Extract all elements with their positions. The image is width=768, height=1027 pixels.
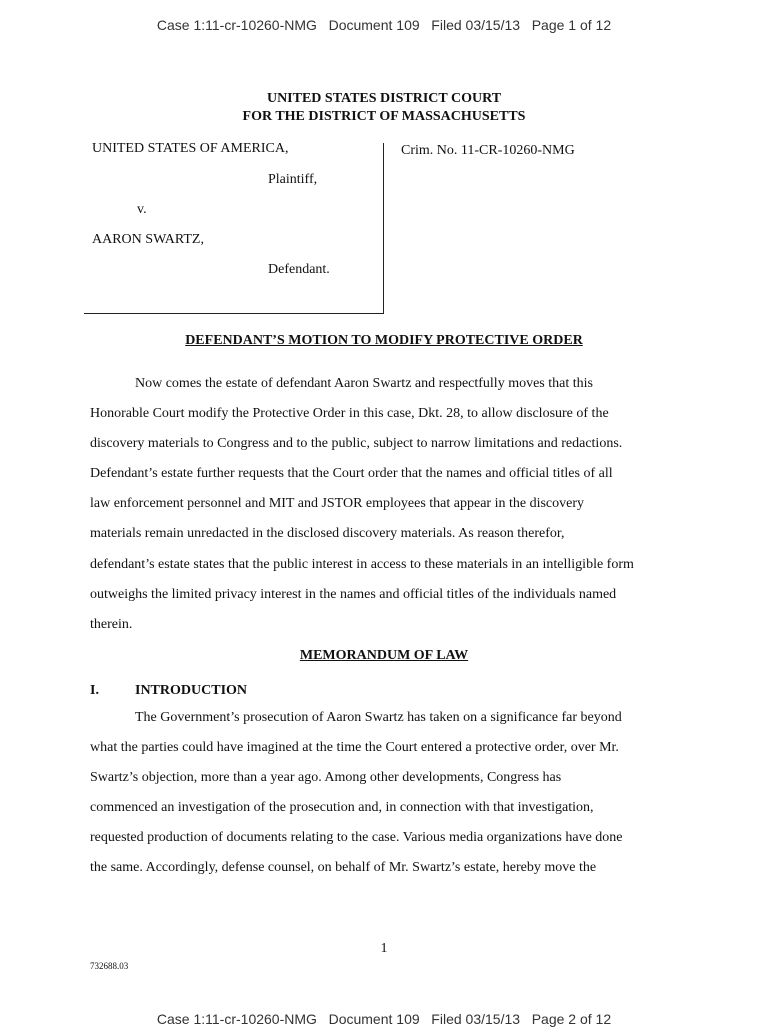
section-number: I. bbox=[90, 683, 99, 698]
motion-line: Honorable Court modify the Protective Order in this case, Dkt. 28, to allow disclosure of the bbox=[90, 406, 609, 422]
section-title: INTRODUCTION bbox=[135, 683, 248, 698]
motion-line: materials remain unredacted in the disclosed discovery materials. As reason therefor, bbox=[90, 526, 565, 542]
defendant-role: Defendant. bbox=[268, 262, 330, 277]
motion-line: discovery materials to Congress and to the public, subject to narrow limitations and redactions. bbox=[90, 436, 623, 452]
ecf-header-next-page: Case 1:11-cr-10260-NMG Document 109 Filed 03/15/13 Page 2 of 12 bbox=[156, 1011, 612, 1027]
document-id: 732688.03 bbox=[90, 961, 129, 971]
caption-horizontal-rule bbox=[84, 313, 384, 314]
plaintiff-name: UNITED STATES OF AMERICA, bbox=[92, 141, 289, 156]
motion-title: DEFENDANT’S MOTION TO MODIFY PROTECTIVE ORDER bbox=[185, 333, 583, 348]
intro-body bbox=[90, 703, 690, 884]
case-number: Crim. No. 11-CR-10260-NMG bbox=[401, 143, 575, 158]
intro-line: commenced an investigation of the prosecution and, in connection with that investigation, bbox=[90, 800, 594, 816]
intro-line: The Government’s prosecution of Aaron Swartz has taken on a significance far beyond bbox=[135, 710, 622, 725]
motion-body bbox=[90, 369, 690, 640]
intro-line: what the parties could have imagined at the time the Court entered a protective order, over Mr. bbox=[90, 740, 619, 756]
court-title-line1: UNITED STATES DISTRICT COURT bbox=[266, 91, 502, 106]
motion-line: Now comes the estate of defendant Aaron Swartz and respectfully moves that this bbox=[135, 376, 593, 391]
intro-line: requested production of documents relating to the case. Various media organizations have done bbox=[90, 830, 623, 846]
motion-line: law enforcement personnel and MIT and JSTOR employees that appear in the discovery bbox=[90, 496, 585, 512]
ecf-header: Case 1:11-cr-10260-NMG Document 109 Filed 03/15/13 Page 1 of 12 bbox=[156, 17, 612, 33]
motion-line: outweighs the limited privacy interest in the names and official titles of the individuals named bbox=[90, 586, 617, 602]
page-number: 1 bbox=[380, 941, 388, 956]
motion-line: therein. bbox=[90, 616, 133, 632]
court-title-line2: FOR THE DISTRICT OF MASSACHUSETTS bbox=[242, 109, 526, 124]
motion-line: Defendant’s estate further requests that the Court order that the names and official titles of all bbox=[90, 466, 613, 482]
caption-vertical-rule bbox=[383, 143, 384, 314]
intro-line: Swartz’s objection, more than a year ago. Among other developments, Congress has bbox=[90, 770, 562, 786]
defendant-name: AARON SWARTZ, bbox=[92, 232, 204, 247]
versus: v. bbox=[137, 202, 147, 217]
memo-title: MEMORANDUM OF LAW bbox=[299, 648, 469, 663]
intro-line: the same. Accordingly, defense counsel, on behalf of Mr. Swartz’s estate, hereby move the bbox=[90, 860, 597, 876]
motion-line: defendant’s estate states that the public interest in access to these materials in an intelligible form bbox=[90, 556, 634, 572]
plaintiff-role: Plaintiff, bbox=[268, 172, 318, 187]
